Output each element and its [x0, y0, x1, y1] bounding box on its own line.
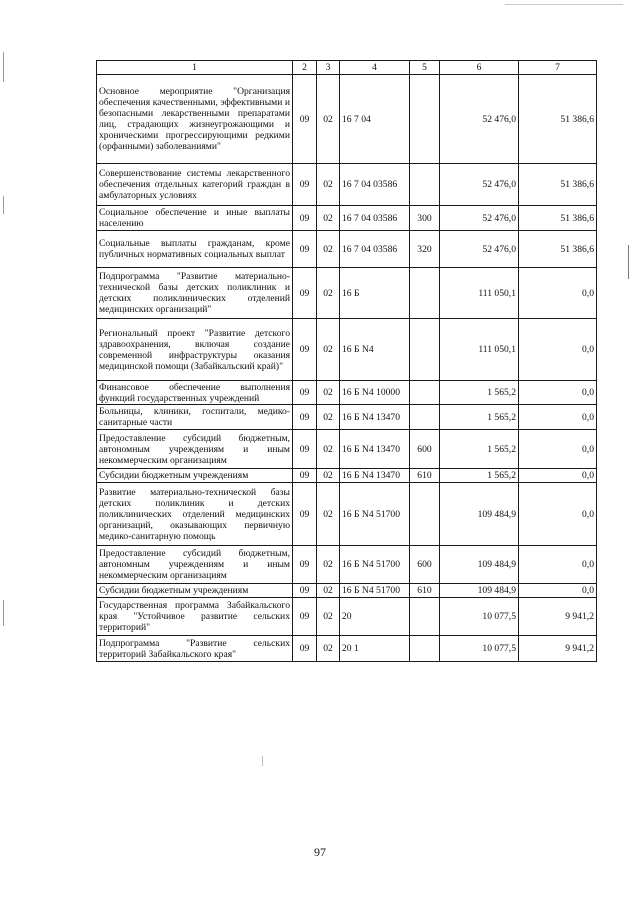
table-row [97, 75, 597, 164]
expense-type-code [410, 75, 440, 164]
scan-edge-mark [3, 52, 4, 82]
target-item-code: 16 Б N4 13470 [340, 430, 410, 469]
amount-col-6: 109 484,9 [440, 483, 519, 546]
amount-col-6: 1 565,2 [440, 469, 519, 483]
section-code: 09 [293, 75, 317, 164]
amount-col-7: 0,0 [519, 381, 597, 405]
target-item-code: 16 Б N4 13470 [340, 405, 410, 430]
target-item-code: 20 1 [340, 636, 410, 662]
expense-type-code [410, 598, 440, 636]
amount-col-7: 51 386,6 [519, 206, 597, 231]
target-item-code: 16 Б N4 51700 [340, 483, 410, 546]
section-code: 09 [293, 469, 317, 483]
table-row [97, 584, 597, 598]
section-code: 09 [293, 319, 317, 381]
row-name: Социальные выплаты гражданам, кроме публичных нормативных социальных выплат [97, 231, 293, 268]
section-code: 09 [293, 206, 317, 231]
subsection-code: 02 [317, 319, 340, 381]
target-item-code: 16 7 04 [340, 75, 410, 164]
target-item-code: 16 Б N4 51700 [340, 584, 410, 598]
table-row [97, 483, 597, 546]
budget-table [96, 60, 597, 662]
table-row [97, 469, 597, 483]
section-code: 09 [293, 164, 317, 206]
section-code: 09 [293, 381, 317, 405]
table-row [97, 164, 597, 206]
scan-edge-mark [262, 756, 263, 766]
section-code: 09 [293, 584, 317, 598]
table-row [97, 206, 597, 231]
target-item-code: 16 Б N4 10000 [340, 381, 410, 405]
section-code: 09 [293, 598, 317, 636]
row-name: Подпрограмма "Развитие сельских территорий Забайкальского края" [97, 636, 293, 662]
subsection-code: 02 [317, 636, 340, 662]
amount-col-6: 111 050,1 [440, 268, 519, 319]
row-name: Совершенствование системы лекарственного обеспечения отдельных категорий граждан в амбулаторных условиях [97, 164, 293, 206]
amount-col-7: 0,0 [519, 546, 597, 584]
row-name: Государственная программа Забайкальского края "Устойчивое развитие сельских территорий" [97, 598, 293, 636]
target-item-code: 16 Б [340, 268, 410, 319]
subsection-code: 02 [317, 405, 340, 430]
amount-col-7: 9 941,2 [519, 598, 597, 636]
scan-edge-mark [3, 196, 4, 214]
row-name: Социальное обеспечение и иные выплаты населению [97, 206, 293, 231]
scan-edge-mark [505, 4, 623, 5]
column-header: 7 [519, 61, 597, 75]
table-header-row [97, 61, 597, 75]
table-row [97, 268, 597, 319]
section-code: 09 [293, 546, 317, 584]
target-item-code: 16 7 04 03586 [340, 231, 410, 268]
subsection-code: 02 [317, 546, 340, 584]
section-code: 09 [293, 483, 317, 546]
section-code: 09 [293, 268, 317, 319]
column-header: 1 [97, 61, 293, 75]
amount-col-6: 1 565,2 [440, 405, 519, 430]
expense-type-code: 600 [410, 546, 440, 584]
amount-col-7: 51 386,6 [519, 164, 597, 206]
subsection-code: 02 [317, 206, 340, 231]
table-row [97, 319, 597, 381]
subsection-code: 02 [317, 483, 340, 546]
target-item-code: 16 7 04 03586 [340, 164, 410, 206]
row-name: Подпрограмма "Развитие материально-технической базы детских поликлиник и детских поликлинических отделений медицинских организаций" [97, 268, 293, 319]
amount-col-6: 52 476,0 [440, 231, 519, 268]
row-name: Основное мероприятие "Организация обеспечения качественными, эффективными и безопасными лекарственными препаратами лиц, страдающих жизнеугрожающими и хроническими прогрессирующими редкими (орфанными) заболеваниями" [97, 75, 293, 164]
column-header: 3 [317, 61, 340, 75]
scan-edge-mark [628, 245, 629, 279]
row-name: Субсидии бюджетным учреждениям [97, 469, 293, 483]
column-header: 6 [440, 61, 519, 75]
subsection-code: 02 [317, 268, 340, 319]
amount-col-6: 1 565,2 [440, 430, 519, 469]
expense-type-code [410, 483, 440, 546]
amount-col-6: 109 484,9 [440, 584, 519, 598]
row-name: Субсидии бюджетным учреждениям [97, 584, 293, 598]
table-row [97, 405, 597, 430]
amount-col-7: 51 386,6 [519, 75, 597, 164]
amount-col-6: 1 565,2 [440, 381, 519, 405]
subsection-code: 02 [317, 430, 340, 469]
target-item-code: 20 [340, 598, 410, 636]
scan-edge-mark [3, 600, 4, 626]
expense-type-code: 600 [410, 430, 440, 469]
row-name: Развитие материально-технической базы детских поликлиник и детских поликлинических отделений медицинских организаций, оказывающих первичную медико-санитарную помощь [97, 483, 293, 546]
row-name: Региональный проект "Развитие детского здравоохранения, включая создание современной инфраструктуры оказания медицинской помощи (Забайкальский край)" [97, 319, 293, 381]
table-row [97, 231, 597, 268]
row-name: Предоставление субсидий бюджетным, автономным учреждениям и иным некоммерческим организациям [97, 546, 293, 584]
table-row [97, 430, 597, 469]
amount-col-6: 52 476,0 [440, 75, 519, 164]
section-code: 09 [293, 636, 317, 662]
table-row [97, 546, 597, 584]
expense-type-code [410, 319, 440, 381]
subsection-code: 02 [317, 598, 340, 636]
target-item-code: 16 Б N4 13470 [340, 469, 410, 483]
expense-type-code: 610 [410, 469, 440, 483]
amount-col-6: 10 077,5 [440, 636, 519, 662]
table-row [97, 636, 597, 662]
target-item-code: 16 7 04 03586 [340, 206, 410, 231]
table-row [97, 381, 597, 405]
column-header: 2 [293, 61, 317, 75]
expense-type-code: 320 [410, 231, 440, 268]
column-header: 5 [410, 61, 440, 75]
target-item-code: 16 Б N4 51700 [340, 546, 410, 584]
amount-col-6: 52 476,0 [440, 164, 519, 206]
amount-col-7: 0,0 [519, 430, 597, 469]
amount-col-7: 0,0 [519, 319, 597, 381]
amount-col-7: 0,0 [519, 405, 597, 430]
row-name: Больницы, клиники, госпитали, медико-санитарные части [97, 405, 293, 430]
subsection-code: 02 [317, 584, 340, 598]
subsection-code: 02 [317, 164, 340, 206]
row-name: Предоставление субсидий бюджетным, автономным учреждениям и иным некоммерческим организациям [97, 430, 293, 469]
expense-type-code: 610 [410, 584, 440, 598]
page-number: 97 [314, 845, 326, 859]
table-row [97, 598, 597, 636]
amount-col-7: 0,0 [519, 584, 597, 598]
subsection-code: 02 [317, 469, 340, 483]
amount-col-7: 0,0 [519, 483, 597, 546]
expense-type-code [410, 636, 440, 662]
section-code: 09 [293, 231, 317, 268]
row-name: Финансовое обеспечение выполнения функций государственных учреждений [97, 381, 293, 405]
amount-col-6: 10 077,5 [440, 598, 519, 636]
expense-type-code [410, 381, 440, 405]
expense-type-code [410, 268, 440, 319]
subsection-code: 02 [317, 231, 340, 268]
column-header: 4 [340, 61, 410, 75]
section-code: 09 [293, 405, 317, 430]
amount-col-7: 0,0 [519, 469, 597, 483]
subsection-code: 02 [317, 75, 340, 164]
amount-col-7: 0,0 [519, 268, 597, 319]
amount-col-6: 111 050,1 [440, 319, 519, 381]
amount-col-6: 109 484,9 [440, 546, 519, 584]
expense-type-code [410, 405, 440, 430]
target-item-code: 16 Б N4 [340, 319, 410, 381]
subsection-code: 02 [317, 381, 340, 405]
section-code: 09 [293, 430, 317, 469]
expense-type-code [410, 164, 440, 206]
amount-col-6: 52 476,0 [440, 206, 519, 231]
amount-col-7: 51 386,6 [519, 231, 597, 268]
expense-type-code: 300 [410, 206, 440, 231]
amount-col-7: 9 941,2 [519, 636, 597, 662]
